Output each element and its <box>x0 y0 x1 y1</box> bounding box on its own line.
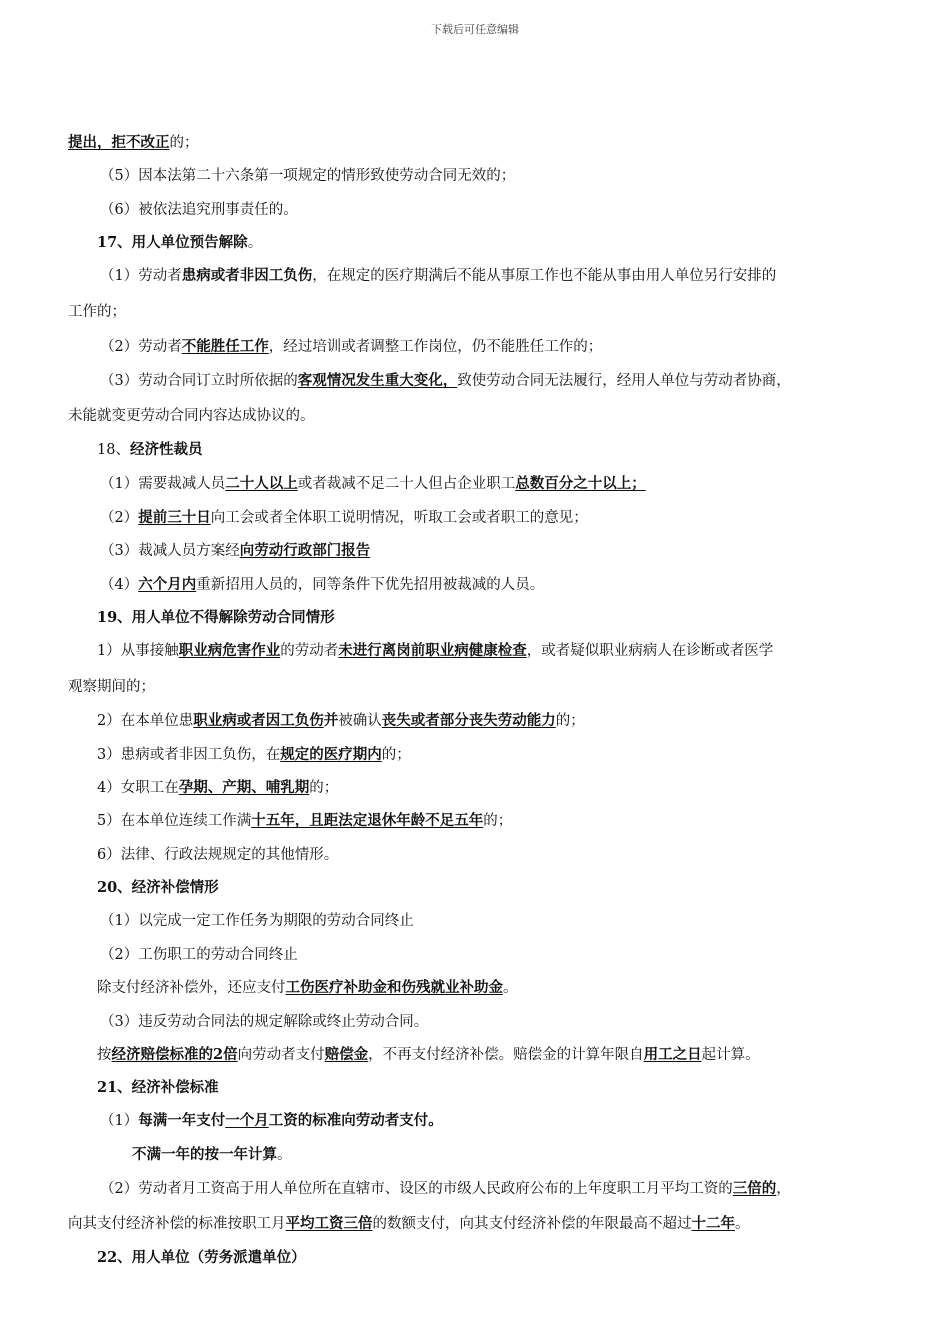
text-segment: 1）从事接触 <box>97 643 179 659</box>
text-segment: 的数额支付，向其支付经济补偿的年限最高不超过 <box>372 1216 692 1232</box>
text-line <box>100 474 646 494</box>
text-segment: （4） <box>100 577 139 593</box>
text-segment: 18、 <box>97 442 130 458</box>
text-segment: （3）违反劳动合同法的规定解除或终止劳动合同。 <box>100 1014 429 1030</box>
text-line <box>97 1078 219 1098</box>
emphasized-text: 工资的标准向劳动者支付。 <box>268 1112 443 1129</box>
text-line <box>100 200 298 220</box>
text-line <box>97 641 773 661</box>
text-line <box>100 166 515 186</box>
text-segment: （5）因本法第二十六条第一项规定的情形致使劳动合同无效的； <box>100 168 516 184</box>
text-line <box>100 266 776 286</box>
emphasized-text: 每满一年支付 <box>138 1112 226 1129</box>
text-segment: 的； <box>381 747 411 763</box>
text-segment: 除支付经济补偿外，还应支付 <box>97 980 286 996</box>
text-segment: （1）需要裁减人员 <box>100 476 226 492</box>
text-segment: （1）劳动者 <box>100 268 182 284</box>
text-segment: 4）女职工在 <box>97 780 179 796</box>
text-segment: （2）工伤职工的劳动合同终止 <box>100 947 298 963</box>
text-line <box>100 337 602 357</box>
text-line <box>100 1012 428 1032</box>
text-line <box>68 302 126 322</box>
text-segment: 被确认 <box>338 713 382 729</box>
text-line <box>97 1248 306 1268</box>
text-line <box>100 508 588 528</box>
text-segment: 6）法律、行政法规规定的其他情形。 <box>97 847 339 863</box>
text-segment: 起计算。 <box>701 1047 760 1063</box>
emphasized-text: 平均工资三倍 <box>285 1215 373 1232</box>
emphasized-text: 向劳动行政部门报告 <box>239 542 371 559</box>
emphasized-text: 20、经济补偿情形 <box>97 879 219 896</box>
text-line <box>97 778 338 798</box>
text-segment: 或者裁减不足二十人但占企业职工 <box>297 476 516 492</box>
text-segment: 向劳动者支付 <box>237 1047 325 1063</box>
text-line <box>100 371 791 391</box>
emphasized-text: 三倍的 <box>732 1180 777 1197</box>
text-line <box>68 133 199 153</box>
text-line <box>68 406 315 426</box>
text-segment: 工作的； <box>68 304 126 320</box>
text-line <box>97 811 512 831</box>
emphasized-text: 丧失或者部分丧失劳动能力 <box>381 712 556 729</box>
text-line <box>97 440 202 460</box>
text-line <box>97 845 338 865</box>
text-segment: 向工会或者全体职工说明情况，听取工会或者职工的意见； <box>210 510 588 526</box>
text-segment: 。 <box>277 1147 292 1163</box>
text-line <box>97 878 219 898</box>
emphasized-text: 职业病危害作业 <box>178 642 281 659</box>
emphasized-text: 并 <box>323 712 339 729</box>
emphasized-text: 一个月 <box>225 1112 269 1129</box>
emphasized-text: 孕期、产期、哺乳期 <box>178 779 310 796</box>
text-line <box>100 1111 443 1131</box>
text-segment: （2） <box>100 510 139 526</box>
text-line <box>100 541 370 561</box>
text-segment: 向其支付经济补偿的标准按职工月 <box>68 1216 286 1232</box>
text-segment: （3）裁减人员方案经 <box>100 543 240 559</box>
emphasized-text: 未进行离岗前职业病健康检查 <box>338 642 527 659</box>
text-line <box>97 711 585 731</box>
text-segment: ，在规定的医疗期满后不能从事原工作也不能从事由用人单位另行安排的 <box>312 268 777 284</box>
emphasized-text: 客观情况发生重大变化， <box>297 372 458 389</box>
emphasized-text: 患病或者非因工负伤 <box>181 267 313 284</box>
text-segment: 的； <box>309 780 339 796</box>
text-line <box>100 575 544 595</box>
text-segment: （1） <box>100 1113 139 1129</box>
text-line <box>97 233 262 253</box>
text-segment: 按 <box>97 1047 112 1063</box>
emphasized-text: 工伤医疗补助金和伤残就业补助金 <box>285 979 503 996</box>
emphasized-text: 六个月内 <box>138 576 197 593</box>
text-segment: （1）以完成一定工作任务为期限的劳动合同终止 <box>100 913 414 929</box>
text-line <box>100 1179 791 1199</box>
text-line <box>68 1214 750 1234</box>
emphasized-text: 17、用人单位预告解除 <box>97 234 248 251</box>
text-segment: 。 <box>735 1216 750 1232</box>
emphasized-text: 规定的医疗期内 <box>280 746 382 763</box>
emphasized-text: 十二年 <box>691 1215 735 1232</box>
text-line <box>97 978 518 998</box>
text-segment: 。 <box>247 235 263 251</box>
text-segment: 。 <box>503 980 518 996</box>
text-line <box>97 608 335 628</box>
emphasized-text: 提出，拒不改正 <box>68 134 170 151</box>
text-segment: （3）劳动合同订立时所依据的 <box>100 373 298 389</box>
text-segment: ，经过培训或者调整工作岗位，仍不能胜任工作的； <box>268 339 603 355</box>
text-segment: 2）在本单位患 <box>97 713 194 729</box>
text-line <box>100 945 298 965</box>
text-segment: ， <box>776 1181 791 1197</box>
text-segment: 致使劳动合同无法履行，经用人单位与劳动者协商， <box>457 373 791 389</box>
text-segment: （2）劳动者 <box>100 339 182 355</box>
text-segment: 3）患病或者非因工负伤，在 <box>97 747 281 763</box>
emphasized-text: 十五年，且距法定退休年龄不足五年 <box>251 812 484 829</box>
text-line <box>97 745 411 765</box>
text-segment: ，不再支付经济补偿。赔偿金的计算年限自 <box>368 1047 644 1063</box>
text-segment: 的； <box>169 135 199 151</box>
text-segment: （6）被依法追究刑事责任的。 <box>100 202 298 218</box>
text-segment: 的； <box>555 713 585 729</box>
text-segment: 观察期间的； <box>68 679 155 695</box>
emphasized-text: 提前三十日 <box>138 509 211 526</box>
text-segment: ，或者疑似职业病病人在诊断或者医学 <box>526 643 774 659</box>
emphasized-text: 赔偿金 <box>324 1046 369 1063</box>
emphasized-text: 总数百分之十以上； <box>515 475 646 492</box>
text-segment: 未能就变更劳动合同内容达成协议的。 <box>68 408 315 424</box>
page-header: 下载后可任意编辑 <box>431 23 519 36</box>
text-segment: 的劳动者 <box>280 643 339 659</box>
text-segment: 重新招用人员的，同等条件下优先招用被裁减的人员。 <box>196 577 545 593</box>
emphasized-text: 职业病或者因工负伤 <box>193 712 324 729</box>
emphasized-text: 不满一年的按一年计算 <box>132 1146 277 1163</box>
emphasized-text: 经济赔偿标准的2倍 <box>111 1046 238 1063</box>
emphasized-text: 不能胜任工作 <box>181 338 269 355</box>
text-segment: （2）劳动者月工资高于用人单位所在直辖市、设区的市级人民政府公布的上年度职工月平均工资的 <box>100 1181 733 1197</box>
text-line <box>97 1045 760 1065</box>
text-segment: 5）在本单位连续工作满 <box>97 813 252 829</box>
text-segment: 的； <box>483 813 513 829</box>
emphasized-text: 22、用人单位（劳务派遣单位） <box>97 1249 306 1266</box>
emphasized-text: 二十人以上 <box>225 475 298 492</box>
emphasized-text: 21、经济补偿标准 <box>97 1079 219 1096</box>
emphasized-text: 用工之日 <box>643 1046 702 1063</box>
text-line <box>100 911 414 931</box>
emphasized-text: 经济性裁员 <box>129 441 203 458</box>
text-line <box>68 677 155 697</box>
text-line <box>132 1145 292 1165</box>
emphasized-text: 19、用人单位不得解除劳动合同情形 <box>97 609 335 626</box>
